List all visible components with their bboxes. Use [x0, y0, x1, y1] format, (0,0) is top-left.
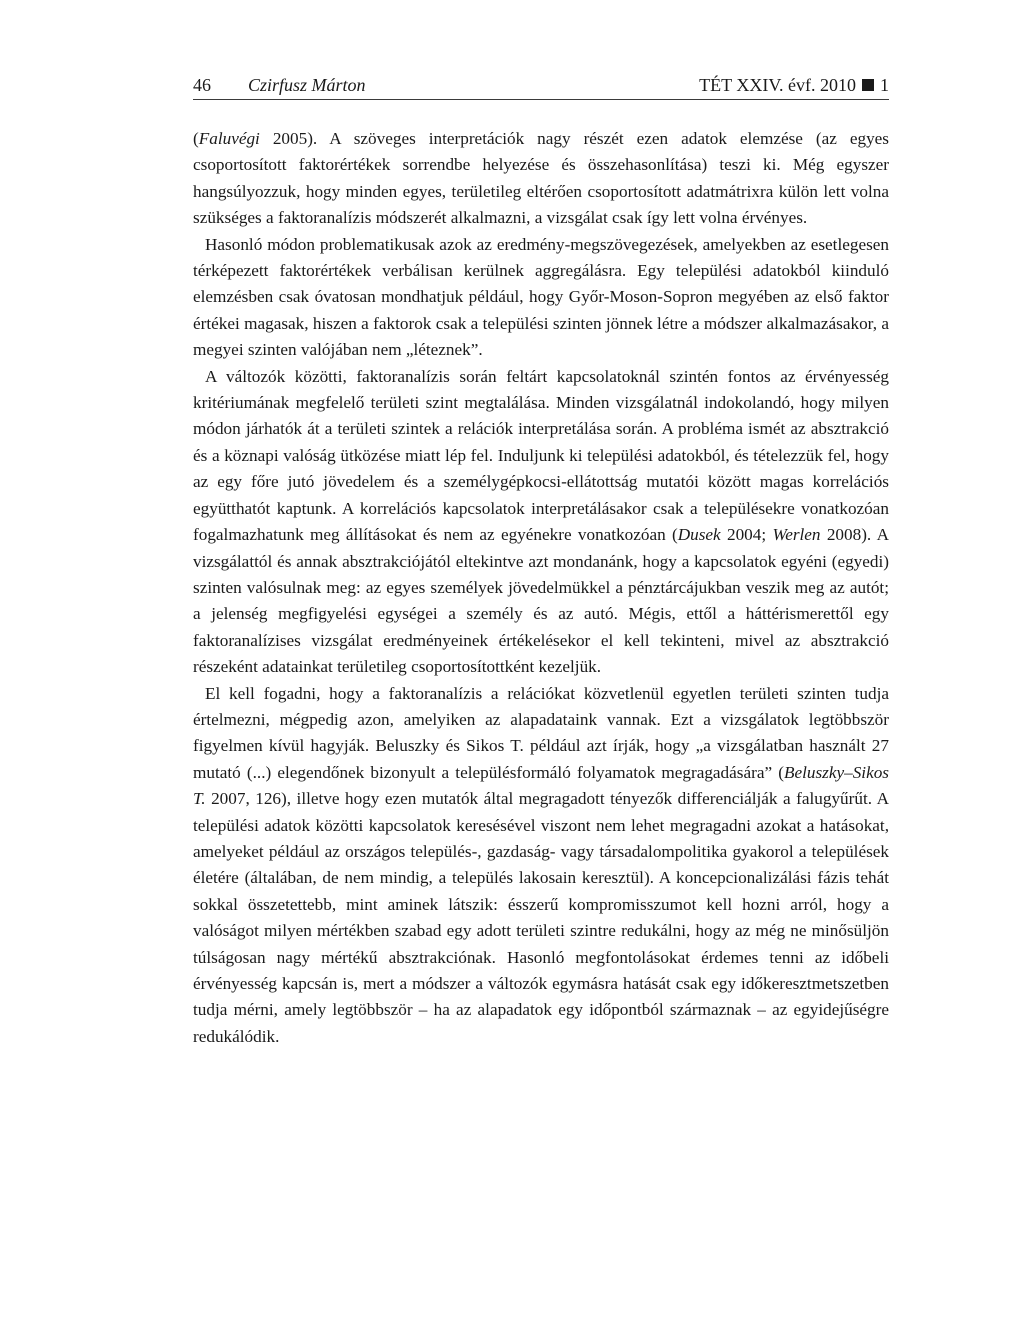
italic-run: Werlen [772, 525, 821, 545]
issue-number: 1 [880, 75, 889, 95]
header-rule [193, 99, 889, 100]
paragraph [193, 232, 889, 364]
text-run: 2004; [720, 525, 773, 545]
text-run: A változók közötti, faktoranalízis során feltárt kapcsolatoknál szintén fontos az érvényesség kritériumának megfelelő területi szint megtalálása. Minden vizsgálatnál indokolandó, hogy milyen módon járhatók át a területi szintek a relációk interpretálása során. A probléma ismét az absztrakció és a köznapi valóság ütközése miatt lép fel. Induljunk ki települési adatokból, és tételezzük fel, hogy az egy főre jutó jövedelem és a személygépkocsi-ellátottság mutatói között magas korrelációs együtthatót kaptunk. A korrelációs kapcsolatok interpretálásakor csak a településekre vonatkozóan fogalmazhatunk meg állításokat és nem az egyénekre vonatkozóan ( [193, 366, 889, 545]
journal-reference [699, 74, 889, 96]
paragraph: (Faluvégi 2005). A szöveges interpretációk nagy részét ezen adatok elemzése (az egyes csoportosított faktorértékek sorrendbe helyezése és összehasonlítása) teszi ki. Még egyszer hangsúlyozzuk, hogy minden egyes, területileg eltérően csoportosított adatmátrixra külön lett volna szükséges a faktoranalízis módszerét alkalmazni, a vizsgálat csak így lett volna érvényes. [193, 129, 889, 228]
italic-run: Beluszky–Sikos T. [193, 762, 889, 809]
italic-run: Dusek [677, 525, 721, 545]
paragraph [193, 364, 889, 681]
running-header [193, 74, 889, 100]
italic-run: Faluvégi [198, 129, 260, 148]
page-number: 46 [193, 75, 211, 95]
text-run: El kell fogadni, hogy a faktoranalízis a relációkat közvetlenül egyetlen területi szinten tudja értelmezni, mégpedig azon, amelyiken az alapadataink vannak. Ezt a vizsgálatok legtöbbször figyelmen kívül hagyják. Beluszky és Sikos T. például azt írják, hogy „a vizsgálatban használt 27 mutató (...) elegendőnek bizonyult a településformáló folyamatok megragadására” ( [193, 683, 889, 782]
text-run: 2005). A szöveges interpretációk nagy részét ezen adatok elemzése (az egyes csoportosított faktorértékek sorrendbe helyezése és összehasonlítása) teszi ki. Még egyszer hangsúlyozzuk, hogy minden egyes, területileg eltérően csoportosított adatmátrixra külön lett volna szükséges a faktoranalízis módszerét alkalmazni, a vizsgálat csak így lett volna érvényes. [193, 129, 889, 228]
body-text [193, 126, 889, 1050]
journal-title: TÉT XXIV. évf. 2010 [699, 75, 856, 95]
text-run: Hasonló módon problematikusak azok az eredmény-megszövegezések, amelyekben az esetlegesen térképezett faktorértékek verbálisan kerülnek aggregálásra. Egy települési adatokból kiinduló elemzésben csak óvatosan mondhatjuk például, hogy Győr-Moson-Sopron megyében az első faktor értékei magasak, hiszen a faktorok csak a települési szinten jönnek létre a módszer alkalmazásakor, a megyei szinten valójában nem „léteznek”. [193, 234, 889, 360]
running-author: Czirfusz Márton [248, 75, 366, 95]
square-bullet-icon [862, 79, 874, 91]
text-run: 2008). A vizsgálattól és annak absztrakciójától eltekintve azt mondanánk, hogy a kapcsolatok egyéni (egyedi) szinten valósulnak meg: az egyes személyek jövedelmükkel a pénztárcájukban veszik meg az autót; a jelenség megfigyelési egységei a személy és az autó. Mégis, ettől a háttérismerettől egy faktoranalízises vizsgálat eredményeinek értékelésekor el kell tekinteni, mivel az absztrakció részeként adatainkat területileg csoportosítottként kezeljük. [193, 525, 889, 677]
text-run: 2007, 126), illetve hogy ezen mutatók által megragadott tényezők differenciálják a falugyűrűt. A települési adatok közötti kapcsolatok keresésével viszont nem lehet megragadni azokat a hatásokat, amelyeket például az országos település-, gazdaság- vagy társadalompolitika gyakorol a települések életére (általában, de nem mindig, a település lakosain keresztül). A koncepcionalizálási fázis tehát sokkal összetettebb, mint aminek látszik: ésszerű kompromisszumot kell hozni arról, hogy a valóságot milyen mértékben szabad egy adott területi szintre redukálni, hogy az még ne minősüljön túlságosan nagy mértékű absztrakciónak. Hasonló megfontolásokat érdemes tenni az időbeli érvényesség kapcsán is, mert a módszer a változók egymásra hatását csak egy időkeresztmetszetben tudja mérni, amely legtöbbször – ha az alapadatok egy időpontból származnak – az egyidejűségre redukálódik. [193, 789, 889, 1046]
paragraph [193, 681, 889, 1051]
